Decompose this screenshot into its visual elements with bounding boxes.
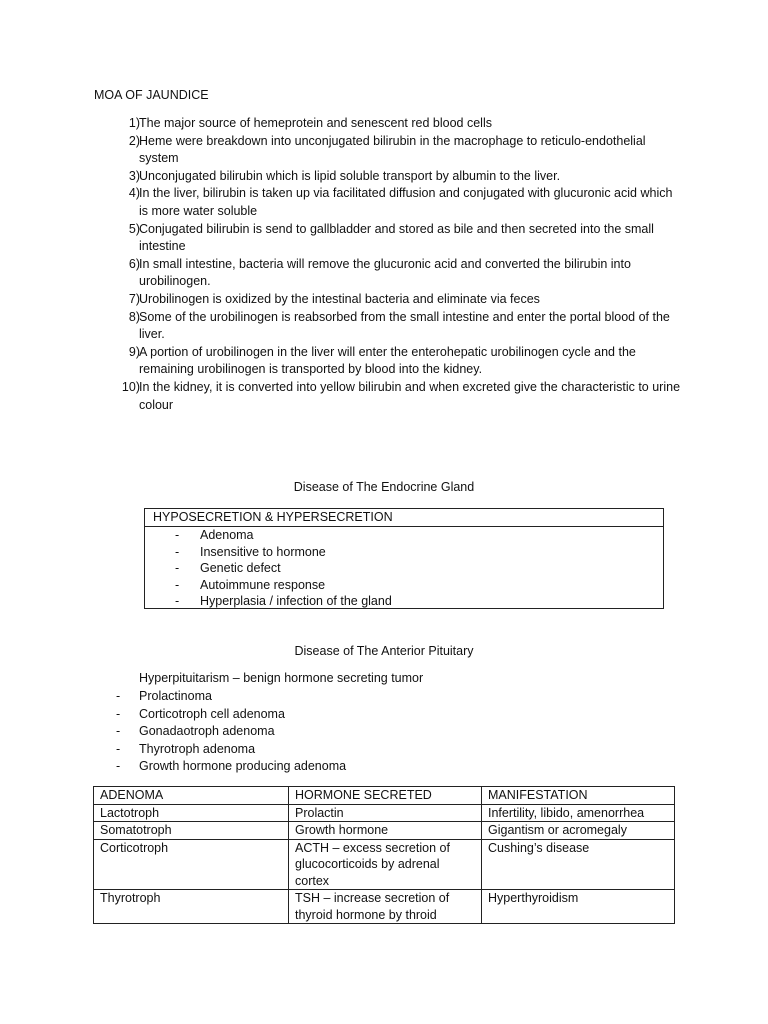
dash-bullet: - [116, 706, 121, 721]
step-number: 9) [128, 344, 140, 359]
dash-bullet: - [175, 528, 180, 542]
item-text: Corticotroph cell adenoma [139, 706, 285, 721]
dash-bullet: - [175, 561, 180, 575]
item-text: Hyperplasia / infection of the gland [200, 594, 392, 608]
column-header: ADENOMA [94, 787, 289, 805]
column-header: HORMONE SECRETED [289, 787, 482, 805]
step-number: 7) [128, 291, 140, 306]
list-item [94, 115, 684, 133]
dash-bullet: - [175, 544, 180, 559]
list-item [94, 723, 346, 741]
list-item [145, 544, 663, 561]
step-number: 3) [128, 168, 140, 183]
endocrine-box [144, 508, 664, 609]
step-number: 10) [121, 379, 140, 394]
table-row [94, 804, 675, 822]
pituitary-heading: Disease of The Anterior Pituitary [294, 644, 474, 658]
item-text: Growth hormone producing adenoma [139, 759, 347, 774]
list-item [94, 168, 684, 186]
step-text: In the kidney, it is converted into yellow bilirubin and when excreted give the characteristic to urine colour [139, 379, 681, 412]
item-text: Thyrotroph adenoma [139, 741, 256, 756]
table-row [94, 822, 675, 840]
adenoma-list [94, 688, 346, 776]
step-text: Urobilinogen is oxidized by the intestinal bacteria and eliminate via feces [139, 291, 540, 306]
list-item [94, 221, 684, 256]
list-item [94, 256, 684, 291]
table-cell: Prolactin [289, 804, 482, 822]
dash-bullet: - [116, 759, 121, 774]
list-item [94, 741, 346, 759]
list-item [94, 185, 684, 220]
table-cell: Cushing’s disease [482, 839, 675, 890]
step-text: Unconjugated bilirubin which is lipid soluble transport by albumin to the liver. [139, 168, 561, 183]
table-cell: Lactotroph [94, 804, 289, 822]
table-row [94, 839, 675, 890]
pituitary-table [93, 786, 675, 924]
step-text: Conjugated bilirubin is send to gallbladder and stored as bile and then secreted into the small intestine [139, 221, 654, 254]
dash-bullet: - [175, 594, 180, 608]
step-text: Heme were breakdown into unconjugated bilirubin in the macrophage to reticulo-endothelial system [139, 133, 646, 166]
list-item [94, 344, 684, 379]
list-item [94, 706, 346, 724]
table-cell: Somatotroph [94, 822, 289, 840]
list-item [94, 309, 684, 344]
step-text: The major source of hemeprotein and senescent red blood cells [139, 116, 492, 130]
column-header: MANIFESTATION [482, 787, 675, 805]
step-number: 8) [128, 309, 140, 324]
endocrine-heading: Disease of The Endocrine Gland [293, 480, 475, 494]
item-text: Insensitive to hormone [200, 544, 326, 559]
step-text: In small intestine, bacteria will remove the glucuronic acid and converted the bilirubin into urobilinogen. [139, 256, 631, 289]
step-number: 6) [128, 256, 140, 271]
list-item [145, 527, 663, 544]
list-item [94, 379, 684, 414]
item-text: Gonadaotroph adenoma [139, 724, 275, 739]
list-item [94, 291, 684, 309]
step-text: Some of the urobilinogen is reabsorbed from the small intestine and enter the portal blood of the liver. [139, 309, 670, 342]
list-item [145, 577, 663, 594]
table-row [94, 890, 675, 924]
dash-bullet: - [116, 741, 121, 756]
table-header-row [94, 787, 675, 805]
table-cell: Hyperthyroidism [482, 890, 675, 924]
table-cell: TSH – increase secretion of thyroid hormone by throid [289, 890, 482, 924]
table-cell: Corticotroph [94, 839, 289, 890]
step-number: 4) [128, 186, 140, 201]
list-item [145, 593, 663, 610]
item-text: Genetic defect [200, 561, 281, 575]
step-number: 1) [128, 116, 140, 130]
item-text: Autoimmune response [200, 577, 326, 592]
moa-steps-list [94, 115, 684, 414]
endocrine-list [145, 527, 663, 610]
dash-bullet: - [175, 577, 180, 592]
table-cell: Growth hormone [289, 822, 482, 840]
step-text: In the liver, bilirubin is taken up via facilitated diffusion and conjugated with glucuronic acid which is more water soluble [139, 186, 673, 218]
step-number: 5) [128, 221, 140, 236]
table-cell: Gigantism or acromegaly [482, 822, 675, 840]
page-title: MOA OF JAUNDICE [94, 88, 209, 102]
table-cell: Thyrotroph [94, 890, 289, 924]
dash-bullet: - [116, 689, 121, 703]
item-text: Adenoma [200, 528, 254, 542]
list-item [145, 560, 663, 577]
table-cell: Infertility, libido, amenorrhea [482, 804, 675, 822]
endocrine-box-header: HYPOSECRETION & HYPERSECRETION [145, 509, 663, 527]
step-number: 2) [128, 133, 140, 148]
table-cell: ACTH – excess secretion of glucocorticoids by adrenal cortex [289, 839, 482, 890]
hyperpituitarism-title: Hyperpituitarism – benign hormone secreting tumor [139, 671, 424, 685]
list-item [94, 133, 684, 168]
list-item [94, 758, 346, 776]
list-item [94, 688, 346, 706]
item-text: Prolactinoma [139, 689, 212, 703]
step-text: A portion of urobilinogen in the liver will enter the enterohepatic urobilinogen cycle and the remaining urobilinogen is transported by blood into the kidney. [139, 344, 636, 377]
dash-bullet: - [116, 724, 121, 739]
